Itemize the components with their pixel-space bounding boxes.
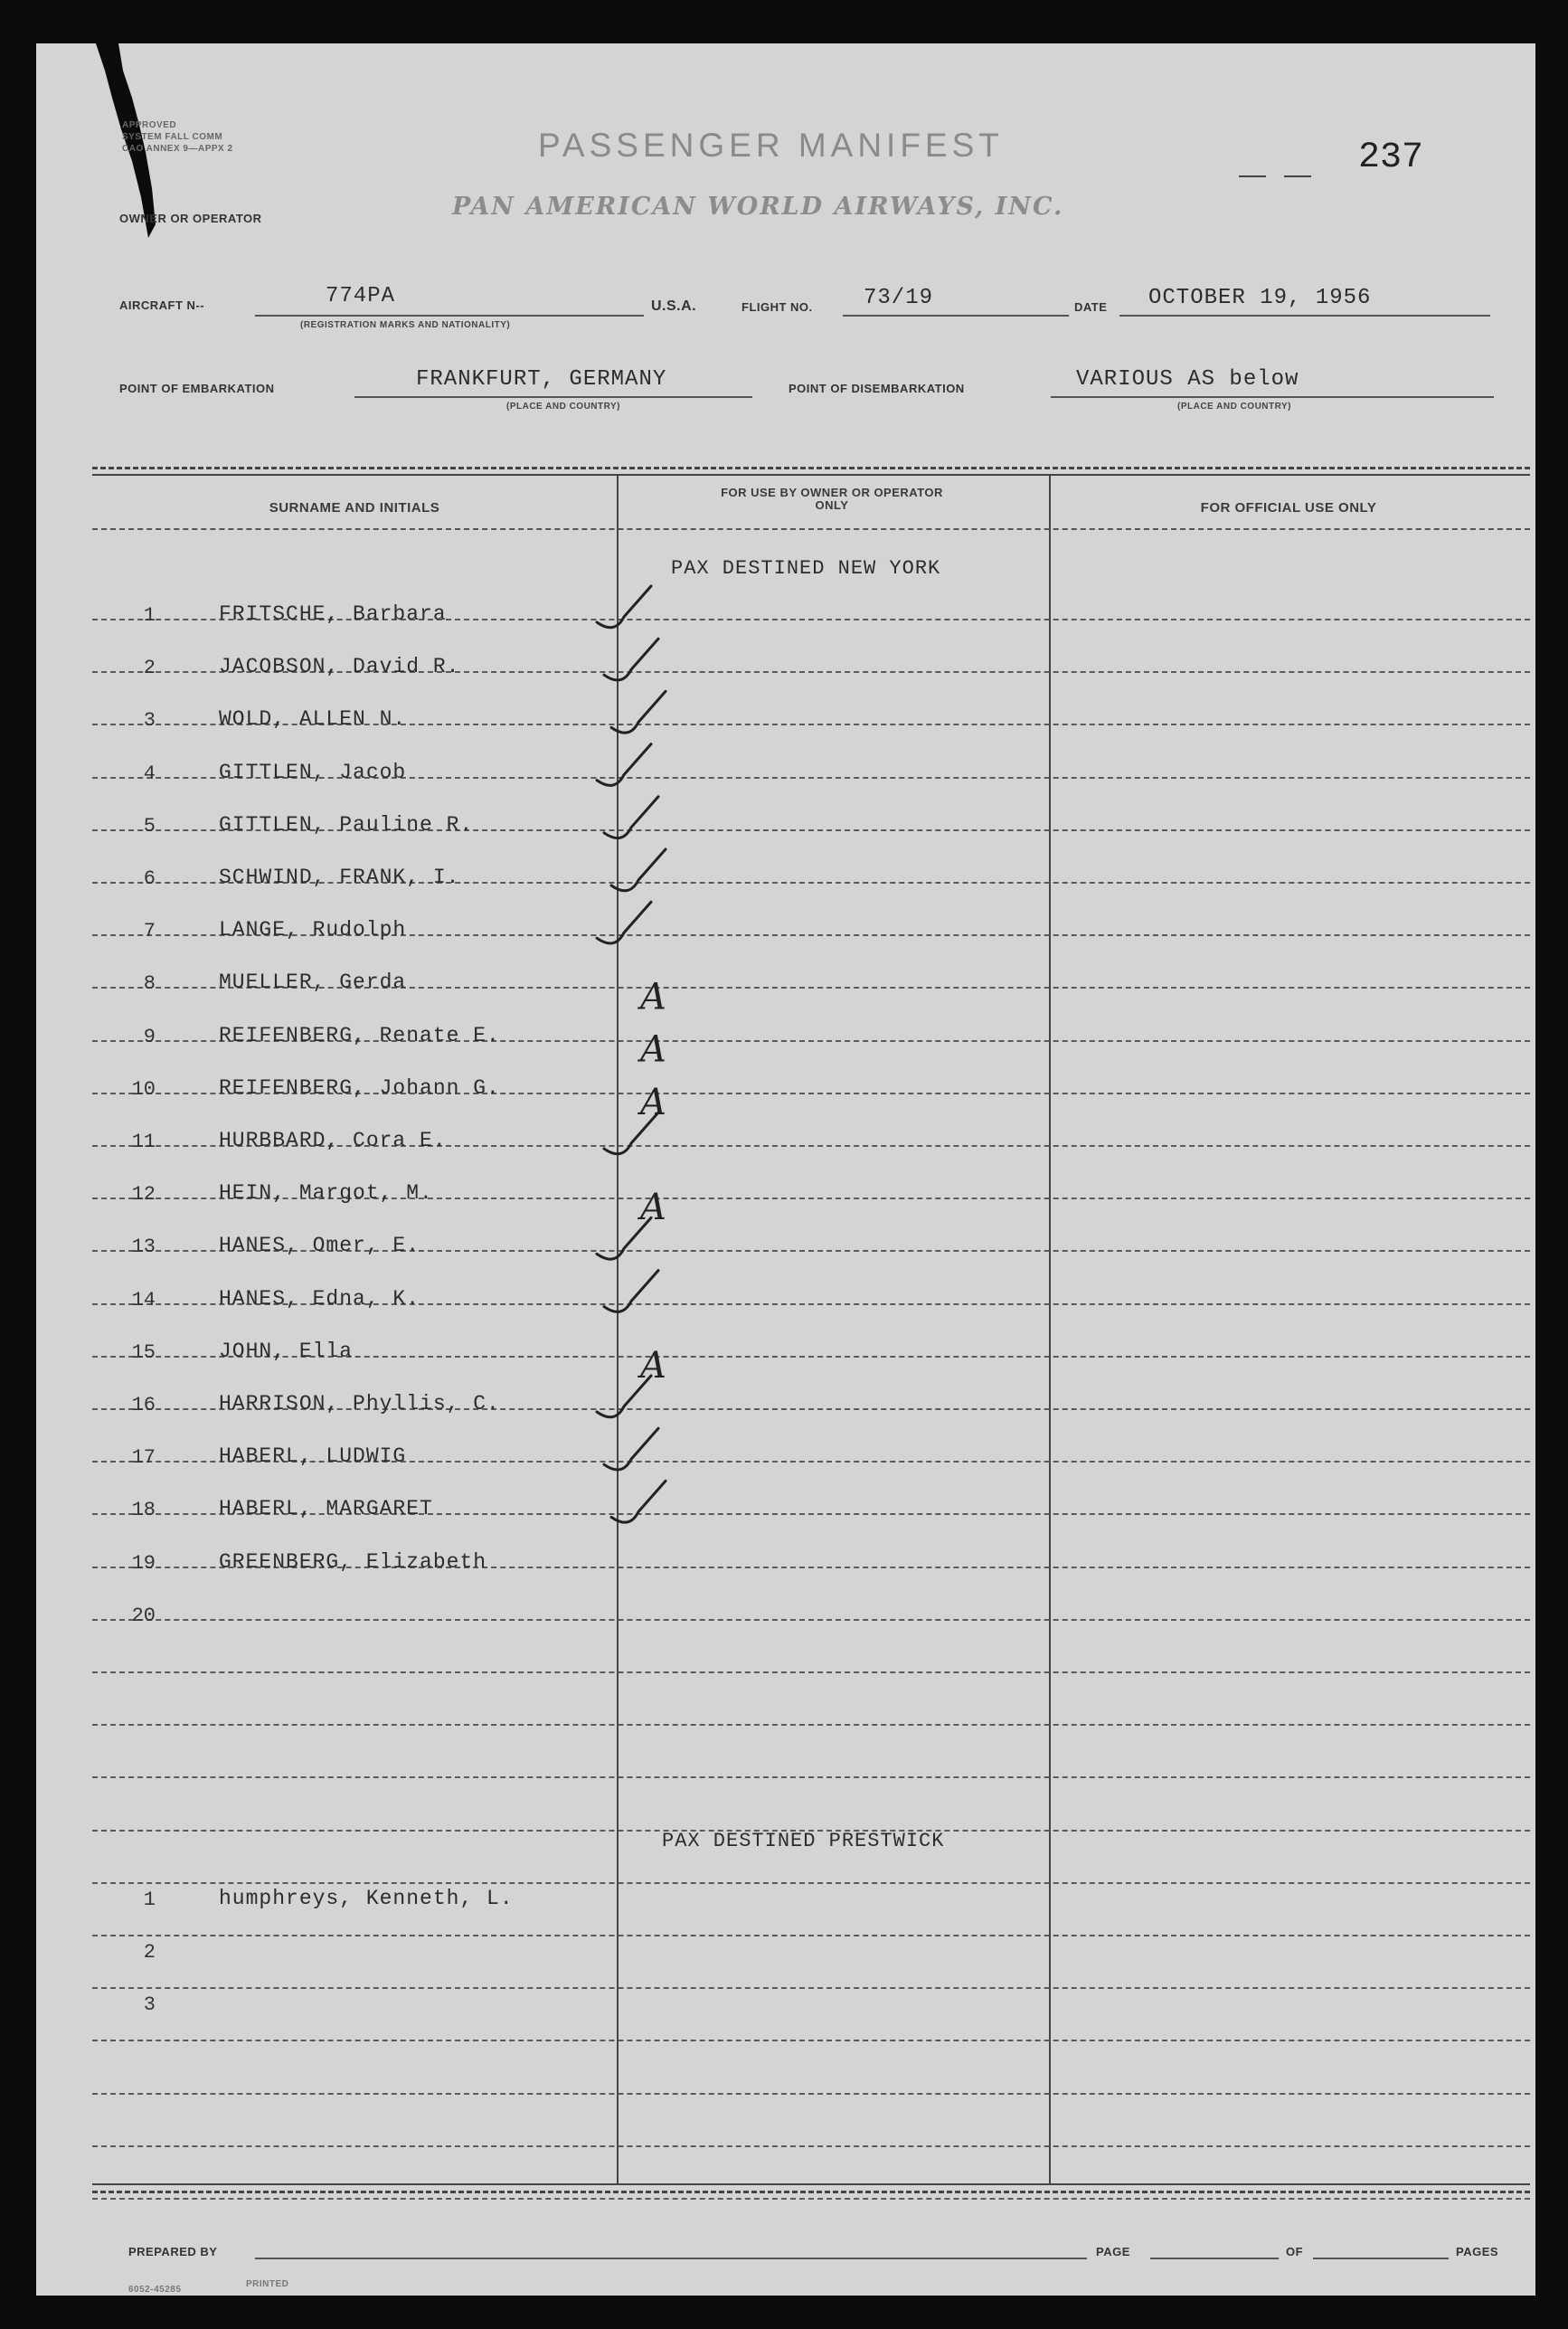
aircraft-caption: (REGISTRATION MARKS AND NATIONALITY) <box>300 320 511 330</box>
row-number: 12 <box>131 1183 156 1206</box>
passenger-name: HEIN, Margot, M. <box>219 1181 433 1205</box>
mark-a: A <box>640 1081 666 1123</box>
passenger-name: JACOBSON, David R. <box>219 655 460 678</box>
row-number: 18 <box>131 1499 156 1521</box>
row-number: 4 <box>143 762 156 785</box>
row-number: 2 <box>143 657 156 679</box>
embark-value: FRANKFURT, GERMANY <box>416 367 667 392</box>
aircraft-value: 774PA <box>326 284 396 308</box>
row-number: 5 <box>143 815 156 838</box>
row-number: 13 <box>131 1236 156 1258</box>
mark-a: A <box>640 1187 666 1229</box>
row-number: 14 <box>131 1289 156 1311</box>
row-number: 1 <box>143 604 156 627</box>
row-number: 9 <box>143 1026 156 1048</box>
passenger-name: humphreys, Kenneth, L. <box>219 1887 514 1910</box>
check-mark <box>604 797 658 838</box>
row-number: 17 <box>131 1446 156 1469</box>
passenger-name: HARRISON, Phyllis, C. <box>219 1392 500 1415</box>
col-header-owner: FOR USE BY OWNER OR OPERATOR ONLY <box>721 486 943 512</box>
check-mark <box>611 691 666 733</box>
check-mark <box>604 1428 658 1470</box>
mark-a: A <box>640 1344 666 1387</box>
page-title: PASSENGER MANIFEST <box>538 127 1004 164</box>
section2-heading: PAX DESTINED PRESTWICK <box>662 1830 945 1852</box>
check-mark <box>597 744 651 786</box>
disembark-value: VARIOUS AS below <box>1076 367 1299 392</box>
mark-a: A <box>640 976 666 1018</box>
passenger-name: REIFENBERG, Johann G. <box>219 1076 500 1100</box>
check-mark <box>604 1271 658 1312</box>
check-mark <box>604 639 658 680</box>
aircraft-label: AIRCRAFT N-- <box>119 298 205 312</box>
owner-label: OWNER OR OPERATOR <box>119 212 262 225</box>
passenger-name: GITTLEN, Jacob <box>219 761 407 784</box>
row-number: 2 <box>143 1941 156 1964</box>
check-mark <box>611 1481 666 1522</box>
printed-note: PRINTED <box>246 2279 289 2289</box>
passenger-name: JOHN, Ella <box>219 1340 354 1363</box>
check-mark <box>597 902 651 943</box>
page-label: PAGE <box>1096 2245 1130 2258</box>
check-mark <box>597 586 651 628</box>
disembark-label: POINT OF DISEMBARKATION <box>789 382 965 395</box>
disembark-caption: (PLACE AND COUNTRY) <box>1177 402 1291 412</box>
usa-label: U.S.A. <box>651 298 697 314</box>
page-number: 237 <box>1358 137 1424 178</box>
manifest-sheet <box>36 43 1535 2296</box>
row-number: 6 <box>143 867 156 890</box>
row-number: 11 <box>131 1131 156 1153</box>
row-number: 19 <box>131 1552 156 1575</box>
passenger-name: SCHWIND, FRANK, I. <box>219 866 460 889</box>
handwritten-marks <box>36 43 1535 2296</box>
owner-value: PAN AMERICAN WORLD AIRWAYS, INC. <box>452 193 1064 221</box>
passenger-name: HANES, Omer, E. <box>219 1234 420 1257</box>
row-number: 20 <box>131 1605 156 1627</box>
passenger-name: HABERL, LUDWIG <box>219 1444 407 1468</box>
approval-line-2: SYSTEM FALL COMM <box>122 132 223 142</box>
form-code: 6052-45285 <box>128 2285 182 2295</box>
row-number: 3 <box>143 1993 156 2016</box>
section1-heading: PAX DESTINED NEW YORK <box>671 557 941 580</box>
passenger-name: GITTLEN, Pauline R. <box>219 813 474 837</box>
col-header-official: FOR OFFICIAL USE ONLY <box>1200 500 1377 516</box>
passenger-name: HANES, Edna, K. <box>219 1287 420 1311</box>
passenger-name: FRITSCHE, Barbara <box>219 602 447 626</box>
passenger-name: WOLD, ALLEN N. <box>219 707 407 731</box>
mark-a: A <box>640 1028 666 1071</box>
embark-caption: (PLACE AND COUNTRY) <box>506 402 620 412</box>
date-label: DATE <box>1074 300 1108 314</box>
prepared-label: PREPARED BY <box>128 2245 218 2258</box>
flight-value: 73/19 <box>864 286 934 310</box>
check-mark <box>611 849 666 891</box>
row-number: 10 <box>131 1078 156 1101</box>
col-header-surname: SURNAME AND INITIALS <box>269 500 440 516</box>
passenger-name: HURBBARD, Cora E. <box>219 1129 447 1152</box>
passenger-name: GREENBERG, Elizabeth <box>219 1550 487 1574</box>
approval-line-1: APPROVED <box>122 120 177 130</box>
of-label: OF <box>1286 2245 1304 2258</box>
row-number: 1 <box>143 1889 156 1911</box>
row-number: 16 <box>131 1394 156 1416</box>
embark-label: POINT OF EMBARKATION <box>119 382 275 395</box>
passenger-name: REIFENBERG, Renate E. <box>219 1024 500 1047</box>
row-number: 8 <box>143 972 156 995</box>
passenger-name: MUELLER, Gerda <box>219 970 407 994</box>
flight-label: FLIGHT NO. <box>741 300 813 314</box>
passenger-name: HABERL, MARGARET <box>219 1497 433 1520</box>
row-number: 15 <box>131 1341 156 1364</box>
passenger-name: LANGE, Rudolph <box>219 918 407 942</box>
row-number: 3 <box>143 709 156 732</box>
date-value: OCTOBER 19, 1956 <box>1148 286 1372 310</box>
pages-label: PAGES <box>1456 2245 1499 2258</box>
approval-line-3: CAO ANNEX 9—APPX 2 <box>122 144 233 154</box>
row-number: 7 <box>143 920 156 942</box>
